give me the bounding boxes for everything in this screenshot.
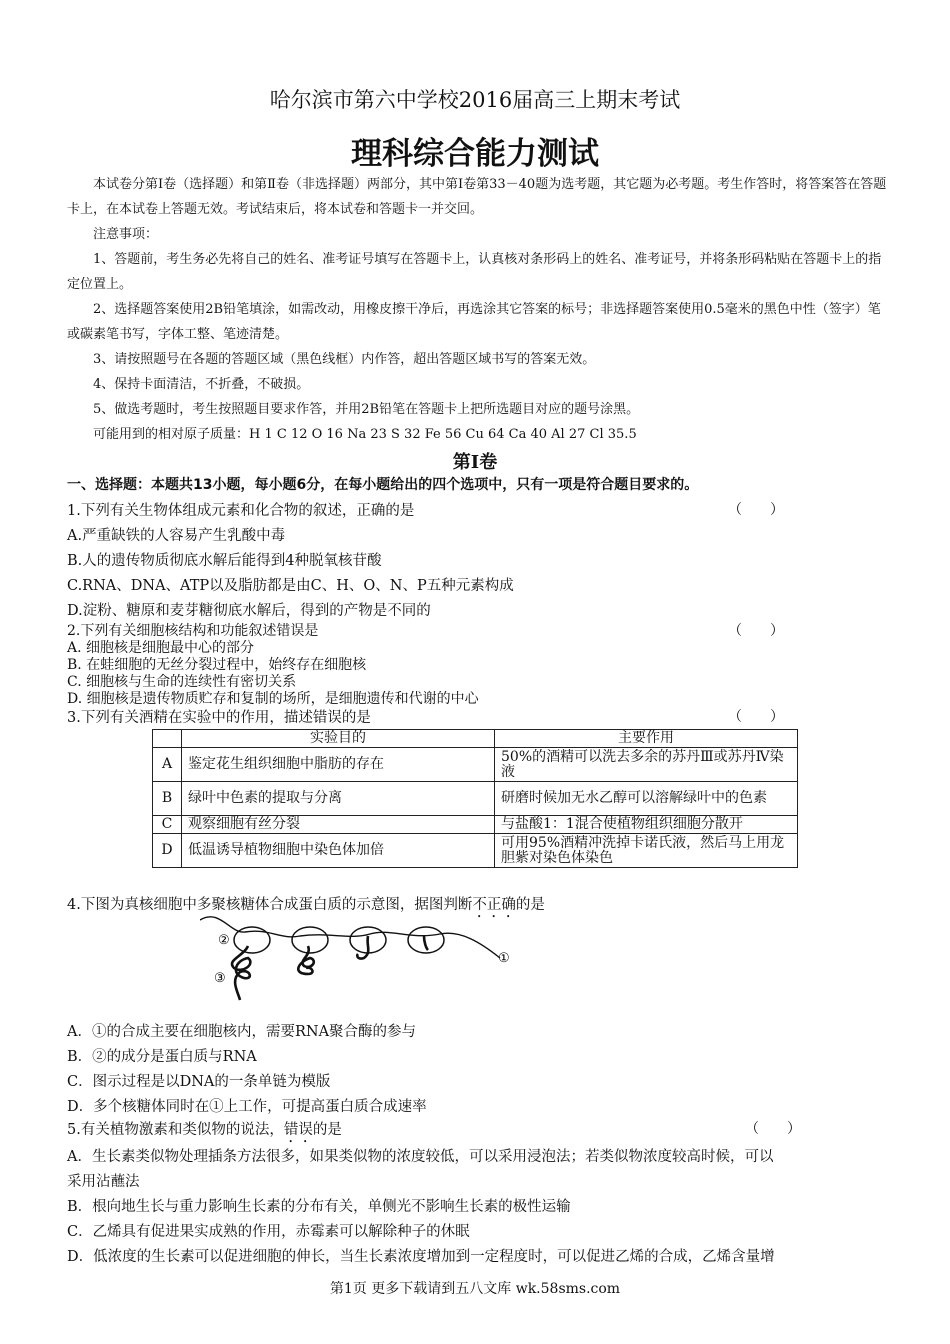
q4-option-d: D．多个核糖体同时在①上工作，可提高蛋白质合成速率 <box>67 1099 427 1115</box>
q4-stem-post: 的是 <box>515 897 545 913</box>
row-effect: 可用95%酒精冲洗掉卡诺氏液，然后马上用龙胆紫对染色体染色 <box>495 834 798 868</box>
notice-item-4: 4、保持卡面清洁，不折叠，不破损。 <box>93 377 310 392</box>
q5-option-b: B．根向地生长与重力影响生长素的分布有关，单侧光不影响生长素的极性运输 <box>67 1199 571 1215</box>
notice-item-1: 1、答题前，考生务必先将自己的姓名、准考证号填写在答题卡上，认真核对条形码上的姓名、准考证号，并将条形码粘贴在答题卡上的指定位置上。 <box>67 252 882 292</box>
polypeptide-chain <box>357 936 368 959</box>
notice-title: 注意事项： <box>93 227 159 242</box>
table-header-row <box>153 730 798 748</box>
row-effect: 研磨时候加无水乙醇可以溶解绿叶中的色素 <box>495 782 798 816</box>
q3-stem: 3.下列有关酒精在实验中的作用，描述错误的是 <box>67 710 371 726</box>
label-ribosome: ② <box>218 933 230 948</box>
q2-option-c: C. 细胞核与生命的连续性有密切关系 <box>67 674 297 690</box>
polyribosome-diagram <box>200 912 530 1004</box>
polypeptide-chain <box>298 946 313 974</box>
q5-stem-post: 的是 <box>312 1122 342 1138</box>
q3-answer-paren: （ ） <box>728 709 784 725</box>
q4-stem-pre: 4.下图为真核细胞中多聚核糖体合成蛋白质的示意图，据图判断 <box>67 897 473 913</box>
q2-stem: 2.下列有关细胞核结构和功能叙述错误是 <box>67 623 319 639</box>
label-polypeptide: ③ <box>214 971 226 986</box>
exam-title: 理科综合能力测试 <box>351 136 599 172</box>
table-row <box>153 782 798 816</box>
row-label: D <box>153 834 182 868</box>
table-header-purpose: 实验目的 <box>182 730 495 748</box>
notice-item-3: 3、请按照题号在各题的答题区域（黑色线框）内作答，超出答题区域书写的答案无效。 <box>93 352 596 367</box>
q1-option-c: C.RNA、DNA、ATP以及脂肪都是由C、H、O、N、P五种元素构成 <box>67 578 514 594</box>
q5-option-a: A．生长素类似物处理插条方法很多，如果类似物的浓度较低，可以采用浸泡法；若类似物浓度较高时候，可以 <box>67 1149 774 1165</box>
row-purpose: 绿叶中色素的提取与分离 <box>182 782 495 816</box>
atomic-masses: 可能用到的相对原子质量：H 1 C 12 O 16 Na 23 S 32 Fe 56 Cu 64 Ca 40 Al 27 Cl 35.5 <box>93 427 637 442</box>
row-label: A <box>153 748 182 782</box>
intro-paragraph: 本试卷分第Ⅰ卷（选择题）和第Ⅱ卷（非选择题）两部分，其中第Ⅰ卷第33－40题为选考题，其它题为必考题。考生作答时，将答案答在答题卡上，在本试卷上答题无效。考试结束后，将本试卷和答题卡一并交回。 <box>67 177 887 217</box>
q2-option-b: B. 在蛙细胞的无丝分裂过程中，始终存在细胞核 <box>67 657 367 673</box>
q4-option-b: B．②的成分是蛋白质与RNA <box>67 1049 257 1065</box>
row-purpose: 观察细胞有丝分裂 <box>182 816 495 834</box>
row-effect: 50%的酒精可以洗去多余的苏丹Ⅲ或苏丹Ⅳ染液 <box>495 748 798 782</box>
q5-answer-paren: （ ） <box>745 1121 801 1137</box>
q5-option-a-cont: 采用沾蘸法 <box>67 1174 140 1190</box>
q2-option-a: A. 细胞核是细胞最中心的部分 <box>67 640 255 656</box>
q1-stem: 1.下列有关生物体组成元素和化合物的叙述，正确的是 <box>67 503 415 519</box>
q4-option-a: A．①的合成主要在细胞核内，需要RNA聚合酶的参与 <box>67 1024 417 1040</box>
school-title: 哈尔滨市第六中学校2016届高三上期末考试 <box>269 88 681 112</box>
q2-answer-paren: （ ） <box>728 623 784 639</box>
q5-stem <box>67 1118 342 1146</box>
q5-stem-pre: 5.有关植物激素和类似物的说法， <box>67 1122 284 1138</box>
polypeptide-chain <box>232 946 250 1000</box>
q5-option-d: D．低浓度的生长素可以促进细胞的伸长，当生长素浓度增加到一定程度时，可以促进乙烯的合成，乙烯含量增 <box>67 1249 775 1265</box>
label-mrna: ① <box>498 951 510 966</box>
q4-option-c: C．图示过程是以DNA的一条单链为模版 <box>67 1074 331 1090</box>
q5-option-c: C．乙烯具有促进果实成熟的作用，赤霉素可以解除种子的休眠 <box>67 1224 470 1240</box>
page-footer: 第1页 更多下载请到五八文库 wk.58sms.com <box>329 1281 621 1297</box>
notice-item-5: 5、做选考题时，考生按照题目要求作答，并用2B铅笔在答题卡上把所选题目对应的题号涂黑。 <box>93 402 640 417</box>
table-row <box>153 816 798 834</box>
notice-item-2: 2、选择题答案使用2B铅笔填涂，如需改动，用橡皮擦干净后，再选涂其它答案的标号；非选择题答案使用0.5毫米的黑色中性（签字）笔或碳素笔书写，字体工整、笔迹清楚。 <box>67 302 881 342</box>
q1-option-d: D.淀粉、糖原和麦芽糖彻底水解后，得到的产物是不同的 <box>67 603 431 619</box>
intro-block <box>67 172 892 447</box>
q5-stem-emphasis: 错误 <box>283 1122 313 1138</box>
row-label: B <box>153 782 182 816</box>
q4-stem-emphasis: 不正确 <box>472 897 516 913</box>
volume-title: 第Ⅰ卷 <box>452 452 498 473</box>
q1-option-a: A.严重缺铁的人容易产生乳酸中毒 <box>67 528 286 544</box>
table-header-blank <box>153 730 182 748</box>
section-title: 一、选择题：本题共13小题，每小题6分，在每小题给出的四个选项中，只有一项是符合题目要求的。 <box>67 477 699 493</box>
q1-option-b: B.人的遗传物质彻底水解后能得到4种脱氧核苷酸 <box>67 553 382 569</box>
row-purpose: 低温诱导植物细胞中染色体加倍 <box>182 834 495 868</box>
row-label: C <box>153 816 182 834</box>
table-header-effect: 主要作用 <box>495 730 798 748</box>
table-row <box>153 834 798 868</box>
row-effect: 与盐酸1：1混合使植物组织细胞分散开 <box>495 816 798 834</box>
q2-option-d: D. 细胞核是遗传物质贮存和复制的场所，是细胞遗传和代谢的中心 <box>67 691 479 707</box>
q1-answer-paren: （ ） <box>728 502 784 518</box>
q3-table <box>152 729 798 868</box>
polypeptide-chain <box>424 936 428 950</box>
row-purpose: 鉴定花生组织细胞中脂肪的存在 <box>182 748 495 782</box>
table-row <box>153 748 798 782</box>
